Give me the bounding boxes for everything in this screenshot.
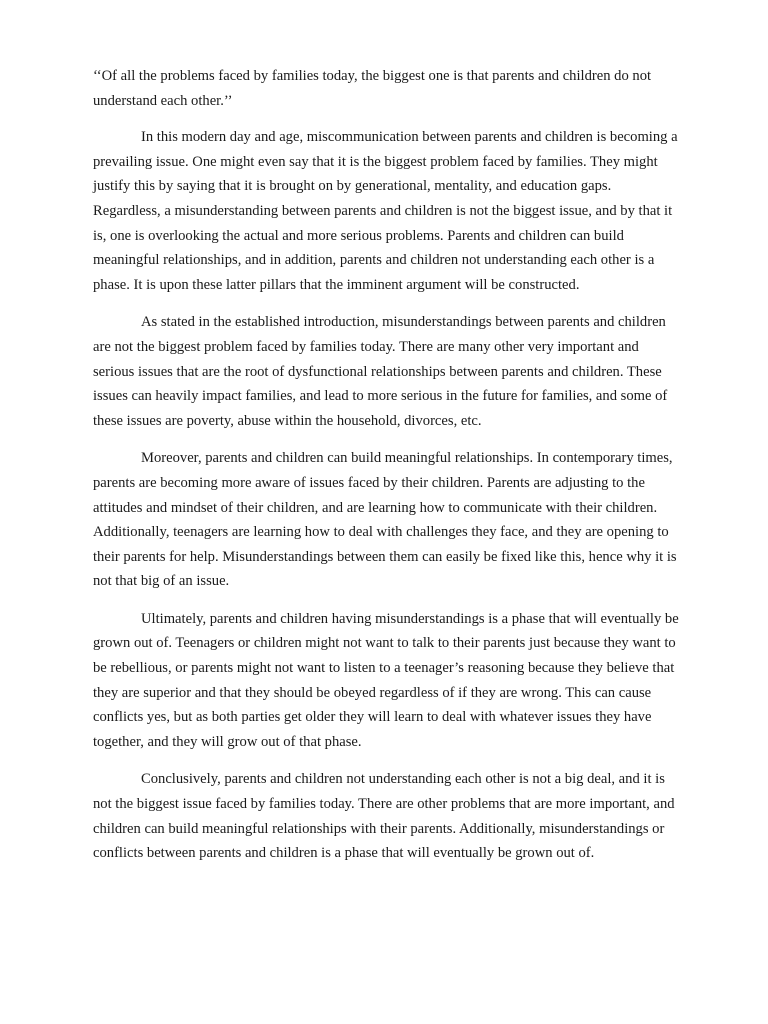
paragraph-introduction: In this modern day and age, miscommunication between parents and children is becoming a prevailing issue. One might even say that it is the biggest problem faced by families. They might justify this by saying that it is brought on by generational, mentality, and education gaps. Regardless, a misunderstanding between parents and children is not the biggest issue, and by that it is, one is overlooking the actual and more serious problems. Parents and children can build meaningful relationships, and in addition, parents and children not understanding each other is a phase. It is upon these latter pillars that the imminent argument will be constructed. bbox=[93, 129, 678, 293]
paragraph-conclusion: Conclusively, parents and children not understanding each other is not a big deal, and it is not the biggest issue faced by families today. There are other problems that are more important, and children can build meaningful relationships with their parents. Additionally, misunderstandings or conflicts between parents and children is a phase that will eventually be grown out of. bbox=[93, 771, 675, 862]
title-quote: ‘‘Of all the problems faced by families today, the biggest one is that parents and children do not understand each other.’’ bbox=[93, 68, 652, 109]
paragraph-other-problems: As stated in the established introduction, misunderstandings between parents and children are not the biggest problem faced by families today. There are many other very important and serious issues that are the root of dysfunctional relationships between parents and children. These issues can heavily impact families, and lead to more serious in the future for families, and some of these issues are poverty, abuse within the household, divorces, etc. bbox=[93, 314, 668, 429]
paragraph-meaningful-relationships: Moreover, parents and children can build meaningful relationships. In contemporary times, parents are becoming more aware of issues faced by their children. Parents are adjusting to the attitudes and mindset of their children, and are learning how to communicate with their children. Additionally, teenagers are learning how to deal with challenges they face, and they are opening to their parents for help. Misunderstandings between them can easily be fixed like this, hence why it is not that big of an issue. bbox=[93, 450, 677, 590]
document-body bbox=[93, 64, 679, 879]
paragraph-phase: Ultimately, parents and children having misunderstandings is a phase that will eventually be grown out of. Teenagers or children might not want to talk to their parents just because they want to be rebellious, or parents might not want to listen to a teenager’s reasoning because they believe that they are superior and that they should be obeyed regardless of if they are wrong. This can cause conflicts yes, but as both parties get older they will learn to deal with whatever issues they have together, and they will grow out of that phase. bbox=[93, 610, 679, 750]
